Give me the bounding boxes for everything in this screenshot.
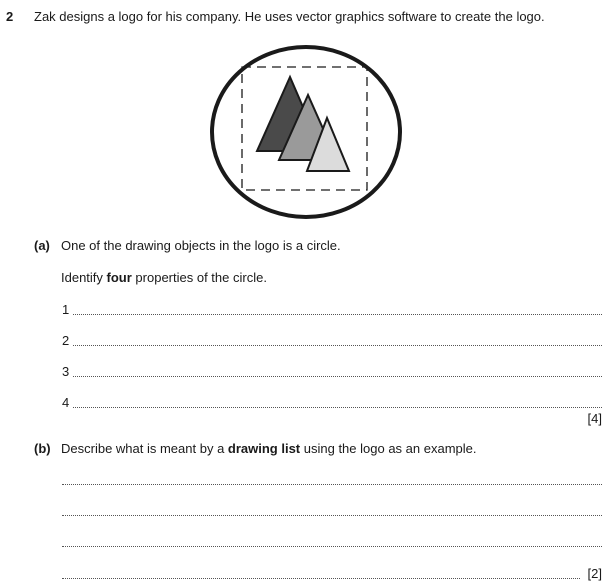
part-a-instruction [61,270,267,285]
part-b-text [61,441,476,456]
answer-line-b2[interactable] [62,503,602,519]
dotted-line [73,407,602,408]
part-a-label: (a) [34,238,50,253]
part-a-instruction-end: properties of the circle. [131,270,267,285]
part-b-text-end: using the logo as an example. [300,441,477,456]
answer-number: 2 [62,333,70,348]
part-b-label: (b) [34,441,51,456]
answer-line-b3[interactable] [62,534,602,550]
answer-line-2[interactable] [62,333,602,349]
dotted-line [62,578,580,579]
answer-line-3[interactable] [62,364,602,380]
part-b-text-start: Describe what is meant by a [61,441,228,456]
part-b-text-emphasis: drawing list [227,441,301,456]
part-a-text: One of the drawing objects in the logo is a circle. [61,238,341,253]
answer-number: 4 [62,395,70,410]
answer-line-4[interactable] [62,395,602,411]
part-a-marks: [4] [587,411,602,426]
answer-line-1[interactable] [62,302,602,318]
dotted-line [73,376,602,377]
answer-number: 3 [62,364,70,379]
question-number: 2 [6,9,14,24]
question-text: Zak designs a logo for his company. He uses vector graphics software to create the logo. [34,9,545,24]
logo-figure [209,44,403,220]
part-b-marks: [2] [587,566,602,581]
answer-line-b1[interactable] [62,472,602,488]
dotted-line [73,345,602,346]
dotted-line [73,314,602,315]
answer-number: 1 [62,302,70,317]
dotted-line [62,546,602,547]
answer-line-b4[interactable] [62,566,602,582]
dotted-line [62,484,602,485]
part-a-instruction-emphasis: four [106,270,132,285]
dotted-line [62,515,602,516]
part-a-instruction-start: Identify [61,270,107,285]
